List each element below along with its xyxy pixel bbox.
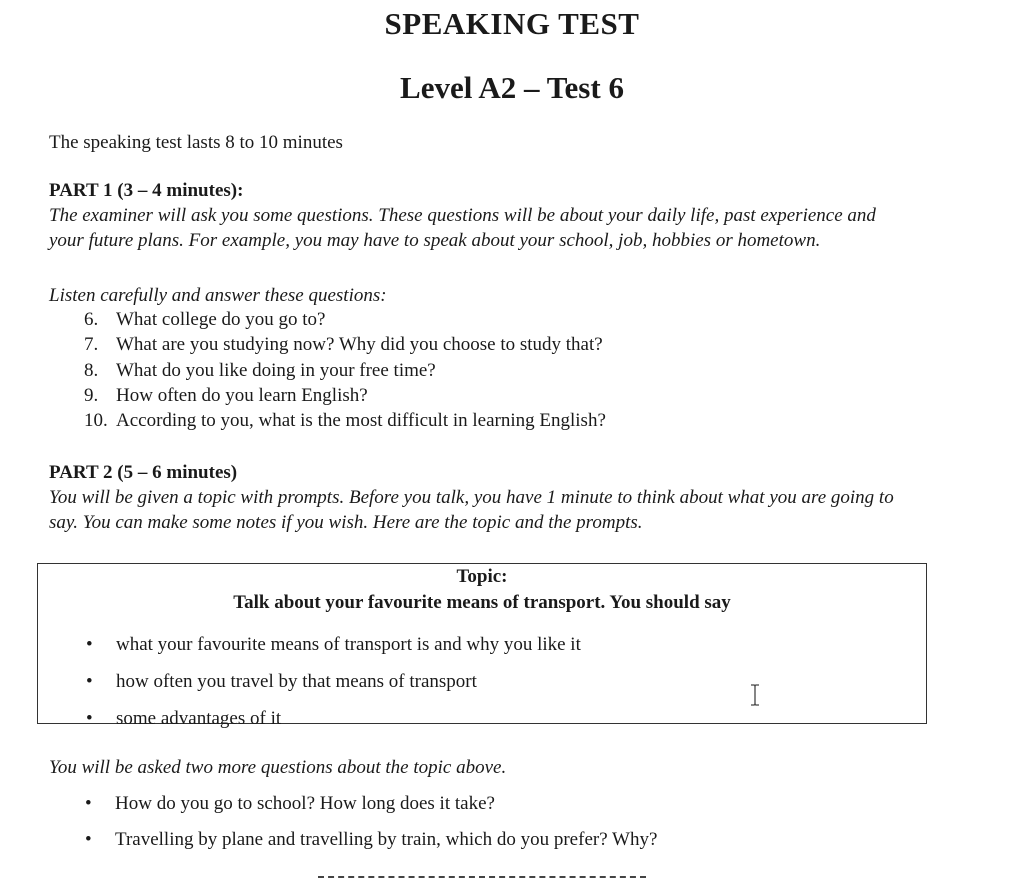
part1-instruction: Listen carefully and answer these questions: [49,285,387,306]
list-item [84,332,606,357]
question-text: What college do you go to? [116,309,326,330]
part1-description: The examiner will ask you some questions. These questions will be about your daily life, past experience and your future plans. For example, you may have to speak about your school, job, hobbies or hometown. [49,205,876,251]
question-number: 8. [84,359,99,381]
bullet-icon: • [86,708,93,729]
question-number: 10. [84,410,108,432]
followup-question-list [47,786,657,858]
bullet-icon: • [85,829,92,850]
topic-bullet-text: how often you travel by that means of transport [116,671,477,692]
question-number: 6. [84,309,99,330]
question-number: 7. [84,334,99,356]
topic-box [37,563,927,729]
list-item [84,408,606,433]
list-item [47,822,657,858]
test-duration-text: The speaking test lasts 8 to 10 minutes [49,132,343,153]
page-title: SPEAKING TEST [384,6,640,41]
topic-label: Topic: [456,566,508,587]
part2-heading: PART 2 (5 – 6 minutes) [49,462,238,483]
end-divider [318,876,646,878]
list-item [84,307,606,332]
test-level-title: Level A2 – Test 6 [400,70,624,105]
list-item [84,383,606,408]
part1-heading: PART 1 (3 – 4 minutes): [49,180,244,201]
bullet-icon: • [86,634,93,655]
part2-description: You will be given a topic with prompts. Before you talk, you have 1 minute to think about what you are going to say. You can make some notes if you wish. Here are the topic and the prompts. [49,487,894,533]
followup-intro: You will be asked two more questions about the topic above. [49,757,507,778]
question-number: 9. [84,384,99,406]
text-cursor-icon [750,684,760,706]
list-item [48,663,581,700]
list-item [84,358,606,383]
question-text: What do you like doing in your free time? [116,359,436,381]
question-text: According to you, what is the most difficult in learning English? [116,410,606,432]
list-item [47,786,657,822]
bullet-icon: • [85,793,92,814]
list-item [48,700,581,737]
bullet-icon: • [86,671,93,692]
part1-question-list [84,307,606,433]
topic-prompt: Talk about your favourite means of transport. You should say [233,592,731,613]
question-text: How often do you learn English? [116,384,368,406]
followup-question-text: Travelling by plane and travelling by train, which do you prefer? Why? [115,829,658,850]
topic-bullet-text: what your favourite means of transport is and why you like it [116,634,581,655]
list-item [48,626,581,663]
question-text: What are you studying now? Why did you choose to study that? [116,334,603,356]
topic-bullet-text: some advantages of it [116,708,282,729]
topic-bullet-list [48,626,581,737]
followup-question-text: How do you go to school? How long does it take? [115,793,495,814]
